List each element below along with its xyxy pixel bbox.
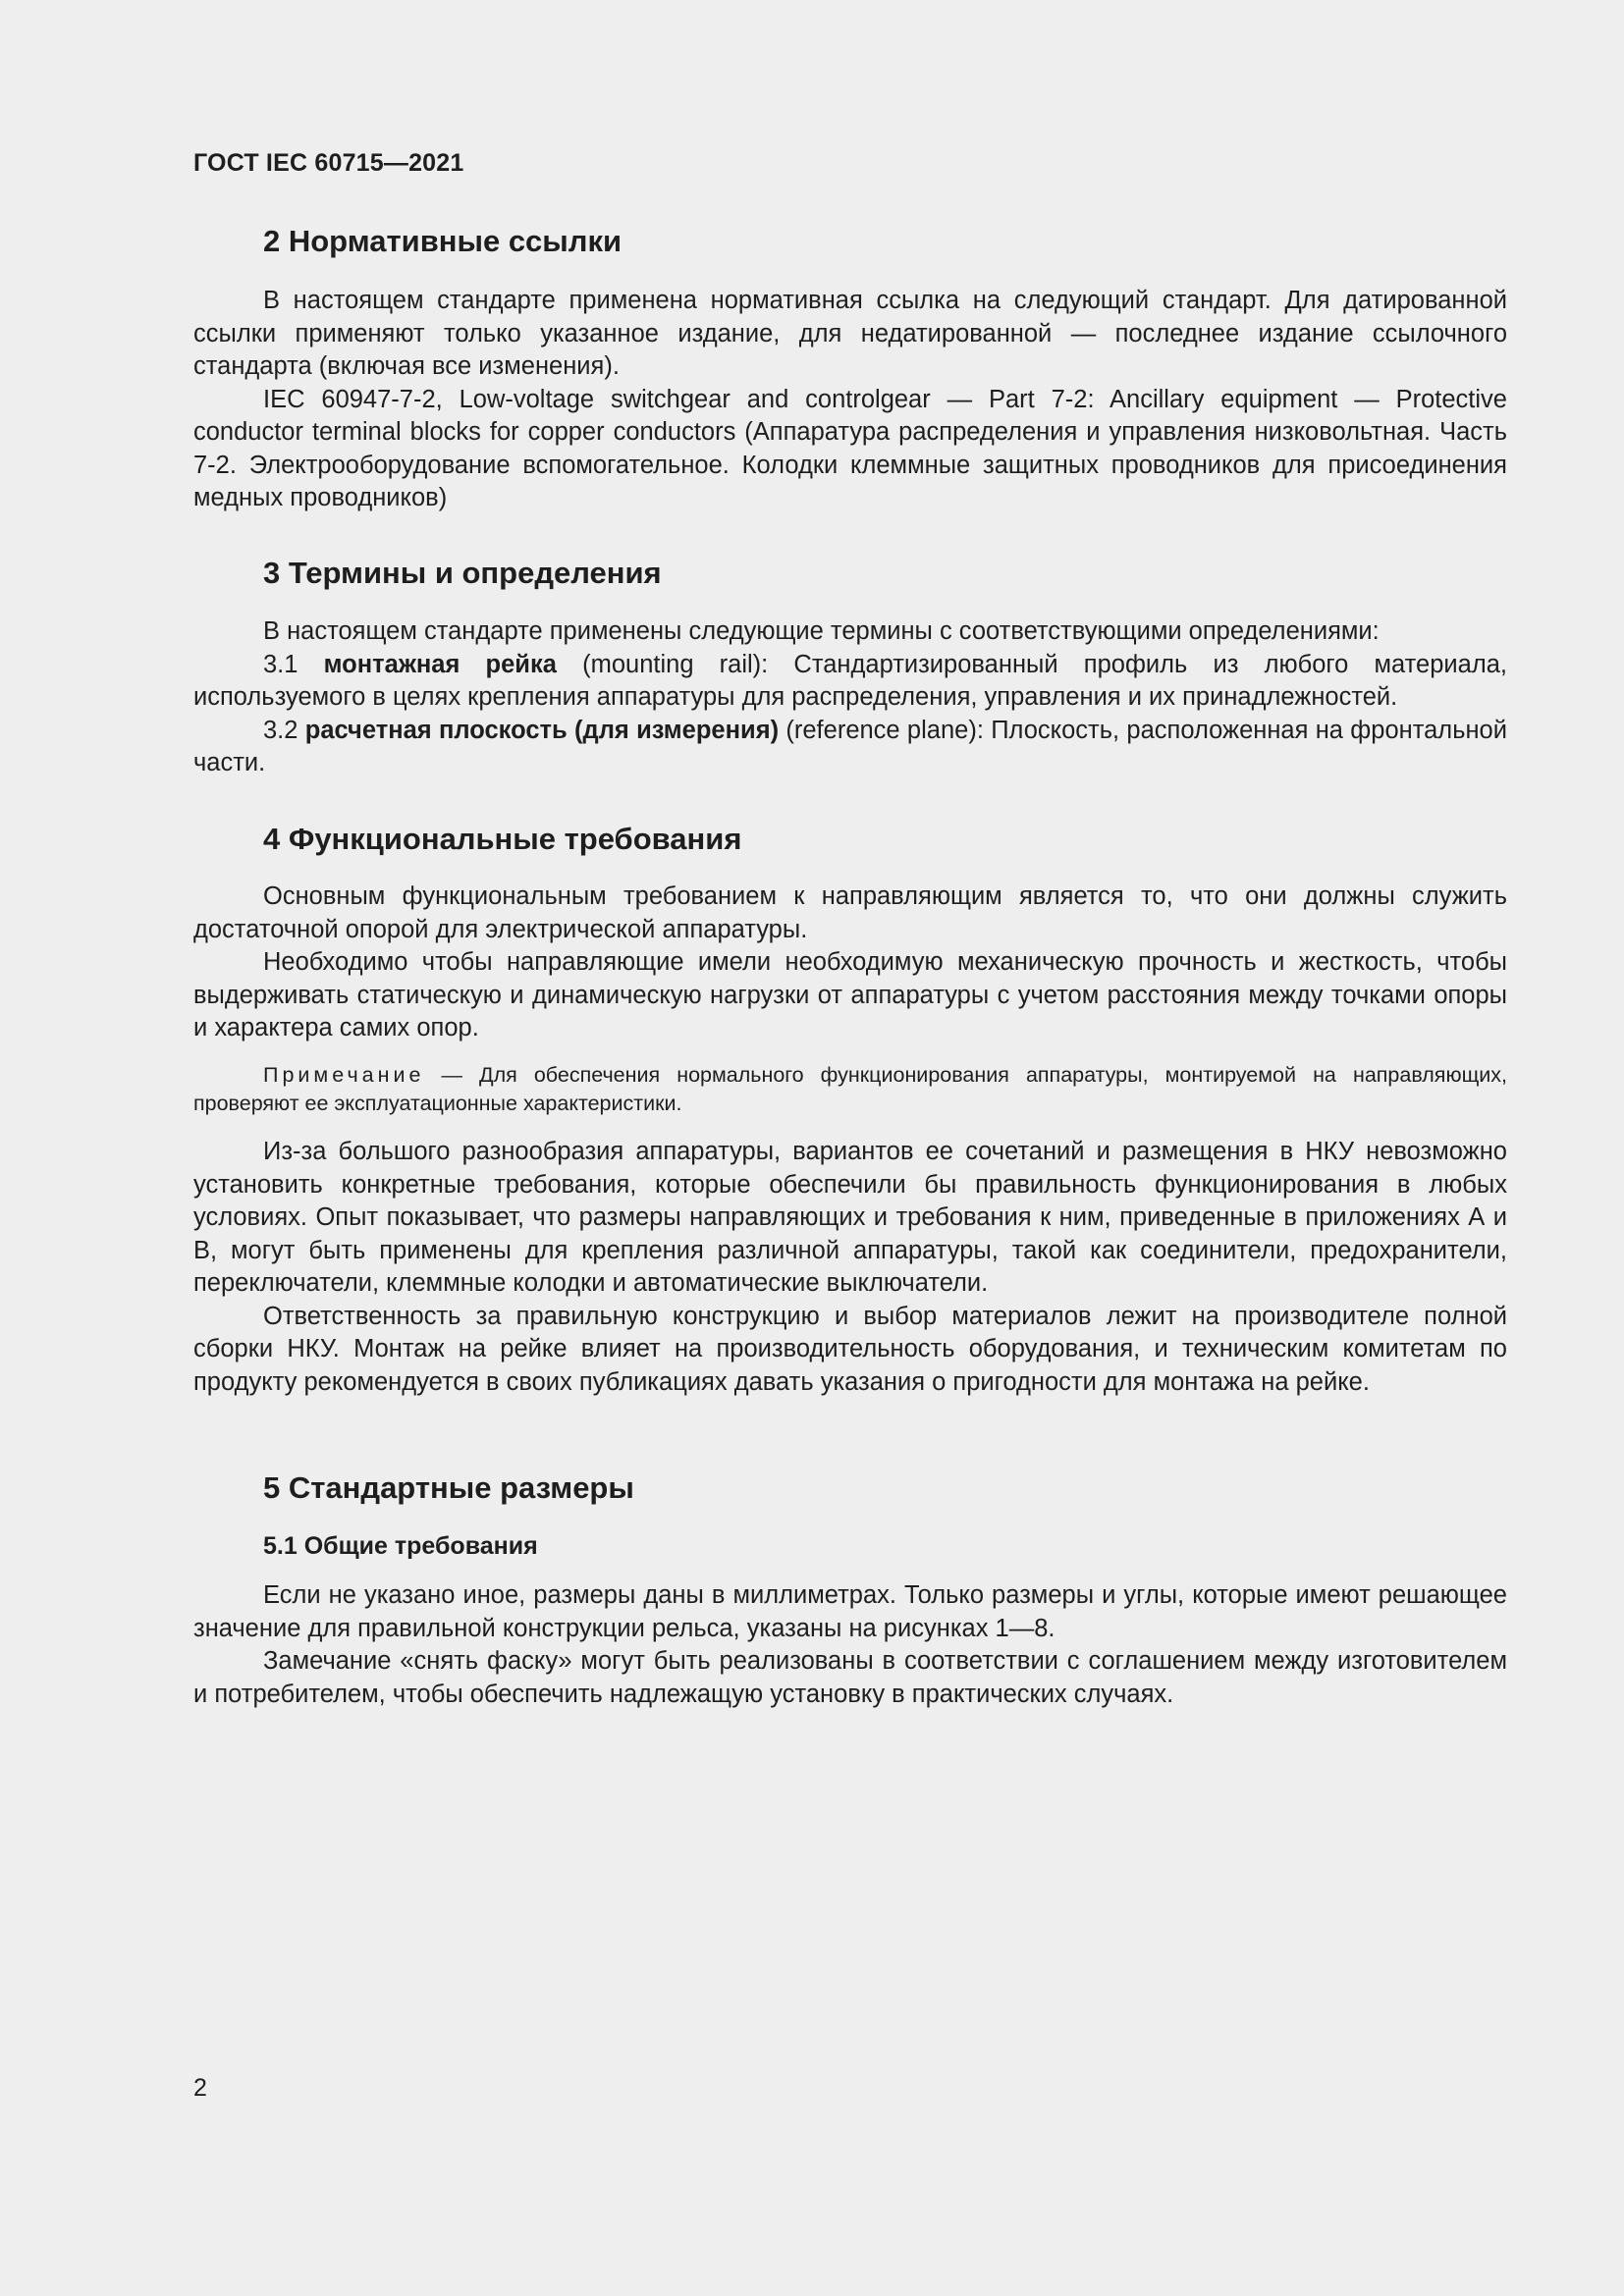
term-3-2-number: 3.2	[263, 716, 298, 744]
note-text: — Для обеспечения нормального функционирования аппаратуры, монтируемой на направляющих, проверяют ее эксплуатационные характеристики.	[193, 1063, 1507, 1115]
standard-code-header: ГОСТ IEC 60715—2021	[193, 149, 464, 177]
section-4-paragraph-1: Основным функциональным требованием к направляющим является то, что они должны служить достаточной опорой для электрической аппаратуры.	[193, 882, 1507, 943]
section-3-body	[193, 615, 1507, 780]
section-3-heading: 3 Термины и определения	[263, 556, 662, 590]
term-3-2-term: расчетная плоскость (для измерения)	[304, 716, 780, 744]
section-2-paragraph-1: В настоящем стандарте применена нормативная ссылка на следующий стандарт. Для датированной ссылки применяют только указанное издание, для недатированной — последнее издание ссылочного стандарта (включая все изменения).	[193, 287, 1507, 380]
term-3-2-definition: (reference plane): Плоскость, расположенная на фронтальной части.	[193, 716, 1507, 776]
section-5-heading: 5 Стандартные размеры	[263, 1470, 634, 1505]
term-3-1	[193, 649, 1507, 715]
section-4-body-a	[193, 881, 1507, 1045]
section-4-paragraph-2: Необходимо чтобы направляющие имели необходимую механическую прочность и жесткость, чтобы выдерживать статическую и динамическую нагрузки от аппаратуры с учетом расстояния между точками опоры и характера самих опор.	[193, 948, 1507, 1041]
section-4-paragraph-3: Из-за большого разнообразия аппаратуры, вариантов ее сочетаний и размещения в НКУ невозможно установить конкретные требования, которые обеспечили бы правильность функционирования в любых условиях. Опыт показывает, что размеры направляющих и требования к ним, приведенные в приложениях А и В, могут быть применены для крепления различной аппаратуры, такой как соединители, предохранители, переключатели, клеммные колодки и автоматические выключатели.	[193, 1138, 1507, 1297]
term-3-1-term: монтажная рейка	[323, 650, 557, 678]
section-3-intro: В настоящем стандарте применены следующие термины с соответствующими определениями:	[263, 617, 1380, 645]
document-page	[193, 0, 1507, 2296]
section-4-note	[193, 1061, 1507, 1118]
section-4-heading: 4 Функциональные требования	[263, 822, 742, 856]
section-2-body	[193, 285, 1507, 515]
section-4-body-b	[193, 1136, 1507, 1399]
section-5-body	[193, 1579, 1507, 1711]
term-3-1-definition: (mounting rail): Стандартизированный профиль из любого материала, используемого в целях крепления аппаратуры для распределения, управления и их принадлежностей.	[193, 650, 1507, 711]
section-2-reference-paragraph: IEC 60947-7-2, Low-voltage switchgear and controlgear — Part 7-2: Ancillary equipment — Protective conductor terminal blocks for copper conductors (Аппаратура распределения и управления низковольтная. Часть 7-2. Электрооборудование вспомогательное. Колодки клеммные защитных проводников для присоединения медных проводников)	[193, 385, 1507, 511]
section-5-paragraph-2: Замечание «снять фаску» могут быть реализованы в соответствии с соглашением между изготовителем и потребителем, чтобы обеспечить надлежащую установку в практических случаях.	[193, 1647, 1507, 1708]
section-2-heading: 2 Нормативные ссылки	[263, 224, 623, 258]
note-label: Примечание	[263, 1063, 425, 1087]
term-3-2	[193, 715, 1507, 780]
term-3-1-number: 3.1	[263, 650, 298, 678]
section-5-paragraph-1: Если не указано иное, размеры даны в миллиметрах. Только размеры и углы, которые имеют решающее значение для правильной конструкции рельса, указаны на рисунках 1—8.	[193, 1581, 1507, 1642]
section-4-paragraph-4: Ответственность за правильную конструкцию и выбор материалов лежит на производителе полной сборки НКУ. Монтаж на рейке влияет на производительность оборудования, и техническим комитетам по продукту рекомендуется в своих публикациях давать указания о пригодности для монтажа на рейке.	[193, 1302, 1507, 1396]
page-number: 2	[193, 2074, 207, 2102]
subsection-5-1-heading: 5.1 Общие требования	[263, 1532, 538, 1560]
